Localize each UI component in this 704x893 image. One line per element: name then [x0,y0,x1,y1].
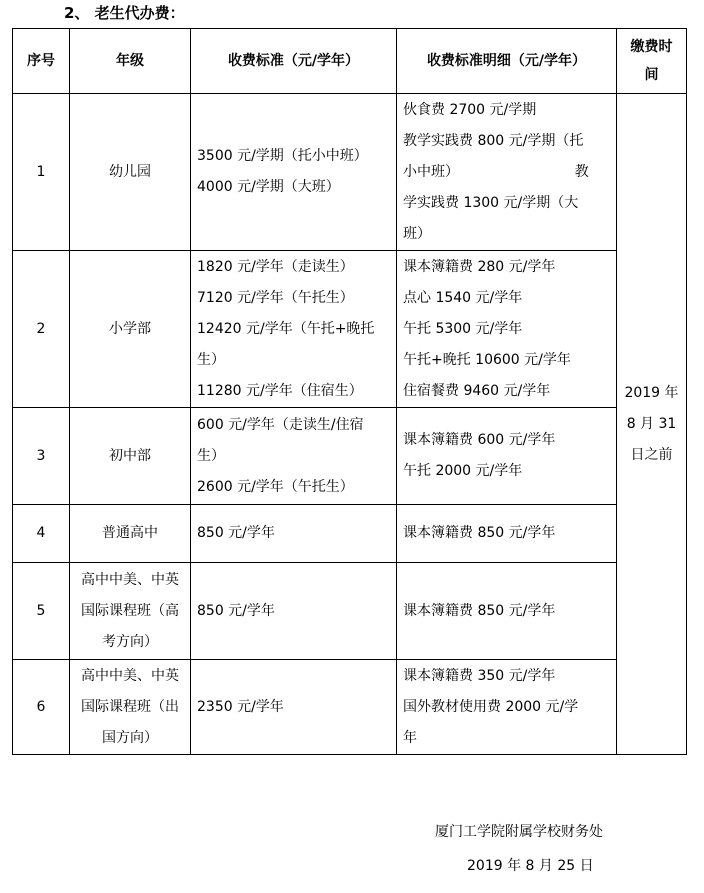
footer-date: 2019 年 8 月 25 日 [467,858,594,874]
table-row [13,94,687,251]
row-no: 1 [13,94,70,251]
table-row [13,505,687,563]
row-detail: 课本簿籍费 850 元/学年 [397,563,617,660]
row-standard: 850 元/学年 [191,563,397,660]
row-no: 5 [13,563,70,660]
row-grade: 高中中美、中英 国际课程班（高 考方向） [70,563,191,660]
row-grade: 初中部 [70,408,191,505]
row-detail: 课本簿籍费 850 元/学年 [397,505,617,563]
row-no: 4 [13,505,70,563]
row-detail: 伙食费 2700 元/学期 教学实践费 800 元/学期（托 小中班） 教 学实践费 1300 元/学期（大 班） [397,94,617,251]
section-title: 2、 老生代办费： [64,4,185,22]
row-standard: 850 元/学年 [191,505,397,563]
table-row [13,563,687,660]
row-standard: 2350 元/学年 [191,660,397,755]
table-row [13,660,687,755]
table-row [13,408,687,505]
payment-deadline: 2019 年 8 月 31 日之前 [617,94,687,755]
table-row [13,251,687,408]
header-standard: 收费标准（元/学年） [191,29,397,94]
row-standard: 1820 元/学年（走读生） 7120 元/学年（午托生） 12420 元/学年（午托+晚托 生） 11280 元/学年（住宿生） [191,251,397,408]
row-grade: 幼儿园 [70,94,191,251]
row-standard: 3500 元/学期（托小中班） 4000 元/学期（大班） [191,94,397,251]
row-grade: 普通高中 [70,505,191,563]
row-no: 3 [13,408,70,505]
header-payment-time: 缴费时 间 [617,29,687,94]
row-standard: 600 元/学年（走读生/住宿 生） 2600 元/学年（午托生） [191,408,397,505]
table-header-row [13,29,687,94]
row-detail: 课本簿籍费 280 元/学年 点心 1540 元/学年 午托 5300 元/学年 午托+晚托 10600 元/学年 住宿餐费 9460 元/学年 [397,251,617,408]
row-detail: 课本簿籍费 350 元/学年 国外教材使用费 2000 元/学 年 [397,660,617,755]
row-no: 2 [13,251,70,408]
row-detail: 课本簿籍费 600 元/学年 午托 2000 元/学年 [397,408,617,505]
header-detail: 收费标准明细（元/学年） [397,29,617,94]
row-grade: 小学部 [70,251,191,408]
row-grade: 高中中美、中英 国际课程班（出 国方向） [70,660,191,755]
fee-table [12,28,687,755]
header-no: 序号 [13,29,70,94]
footer-organization: 厦门工学院附属学校财务处 [435,824,603,840]
row-no: 6 [13,660,70,755]
header-grade: 年级 [70,29,191,94]
